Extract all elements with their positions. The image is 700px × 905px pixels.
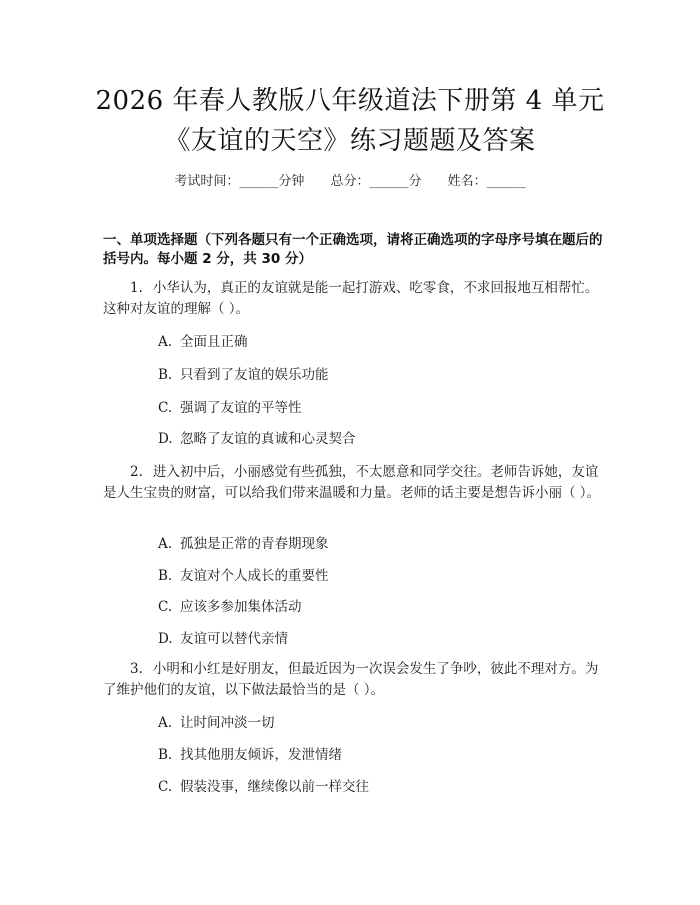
student-name: 姓名：______ [447,174,526,189]
question-1-text: 小华认为，真正的友谊就是能一起打游戏、吃零食，不求回报地互相帮忙。这种对友谊的理解（ ）。 [103,280,599,317]
question-2-option-d: D. 友谊可以替代亲情 [158,631,288,647]
doc-title-line2: 《友谊的天空》练习题题及答案 [164,126,536,156]
question-2-text: 进入初中后，小丽感觉有些孤独，不太愿意和同学交往。老师告诉她，友谊是人生宝贵的财富，可以给我们带来温暖和力量。老师的话主要是想告诉小丽（ ）。 [103,464,601,501]
question-3-option-b: B. 找其他朋友倾诉，发泄情绪 [158,747,342,763]
question-1-option-a: A. 全面且正确 [158,334,248,350]
question-2-option-a: A. 孤独是正常的青春期现象 [158,536,329,552]
question-1-option-c: C. 强调了友谊的平等性 [158,400,302,416]
question-1-number: 1. [130,280,143,296]
exam-meta [0,170,700,189]
section-title: 一、单项选择题（下列各题只有一个正确选项，请将正确选项的字母序号填在题后的括号内。每小题 2 分，共 30 分） [103,232,603,267]
question-1-stem [103,278,603,320]
question-1-option-d: D. 忽略了友谊的真诚和心灵契合 [158,431,356,447]
question-3-number: 3. [130,661,143,677]
question-2-number: 2. [130,464,143,480]
exam-total-score: 总分：______分 [330,174,422,189]
question-3-option-c: C. 假装没事，继续像以前一样交往 [158,779,369,795]
question-3-stem [103,659,603,701]
question-2-option-c: C. 应该多参加集体活动 [158,599,302,615]
doc-title-line1: 2026 年春人教版八年级道法下册第 4 单元 [95,86,605,116]
exam-time: 考试时间：______分钟 [174,174,305,189]
question-2-option-b: B. 友谊对个人成长的重要性 [158,568,329,584]
question-2-stem [103,462,603,504]
question-3-text: 小明和小红是好朋友，但最近因为一次误会发生了争吵，彼此不理对方。为了维护他们的友谊，以下做法最恰当的是（ ）。 [103,661,599,698]
question-1-option-b: B. 只看到了友谊的娱乐功能 [158,367,329,383]
question-3-option-a: A. 让时间冲淡一切 [158,715,275,731]
